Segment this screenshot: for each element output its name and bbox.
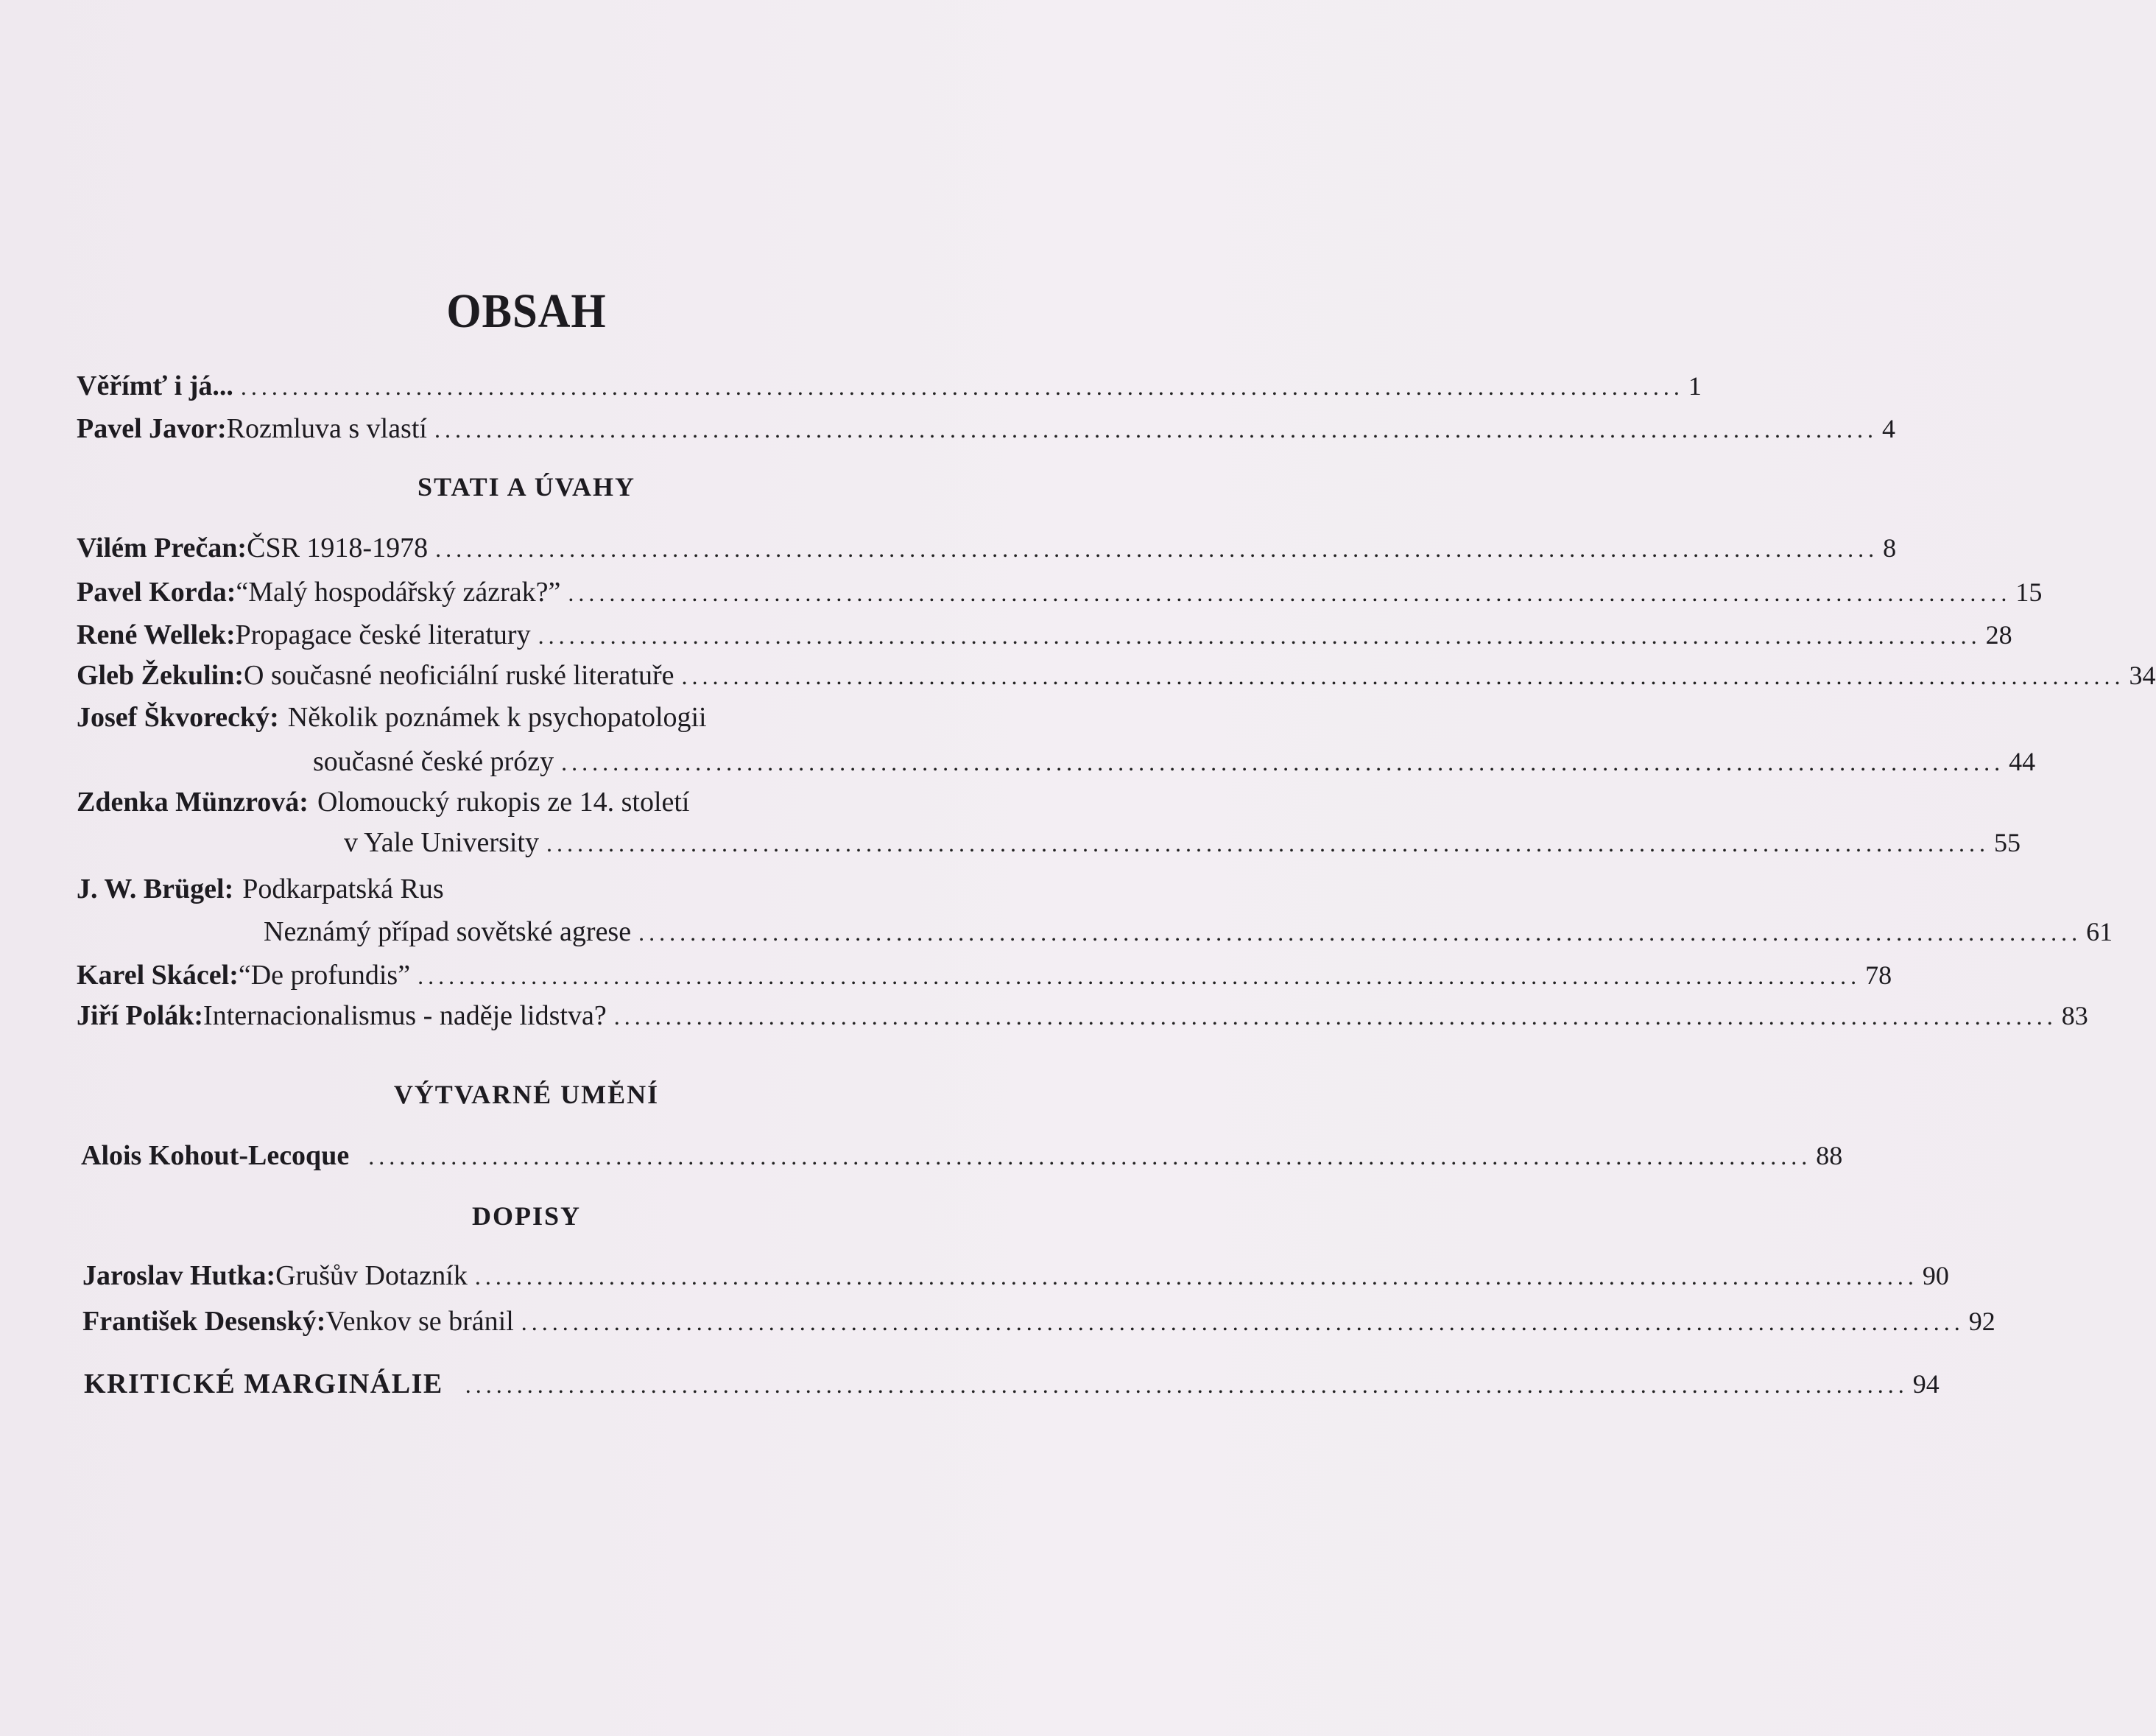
leader-dots: ............................................................................................................................................ bbox=[613, 1003, 2057, 1030]
toc-entry[interactable] bbox=[82, 1306, 1995, 1337]
toc-entry-continuation[interactable] bbox=[344, 827, 2021, 858]
leader-dots: ............................................................................................................................................ bbox=[418, 963, 1861, 989]
toc-entry-continuation[interactable] bbox=[313, 746, 2036, 777]
toc-title-line2: Neznámý případ sovětské agrese bbox=[264, 916, 632, 947]
toc-title-line2: současné české prózy bbox=[313, 746, 554, 777]
toc-entry[interactable] bbox=[77, 370, 1702, 401]
toc-entry[interactable] bbox=[77, 577, 2043, 608]
toc-author: Věřímť i já... bbox=[77, 370, 233, 401]
toc-title: Rozmluva s vlastí bbox=[226, 413, 427, 444]
leader-dots: ............................................................................................................................................ bbox=[474, 1263, 1918, 1290]
toc-page-number: 92 bbox=[1968, 1307, 1995, 1336]
toc-entry[interactable] bbox=[77, 960, 1892, 991]
toc-author: KRITICKÉ MARGINÁLIE bbox=[84, 1368, 443, 1399]
toc-author: Josef Škvorecký: bbox=[77, 702, 279, 733]
toc-entry[interactable] bbox=[77, 875, 975, 903]
toc-entry[interactable] bbox=[77, 660, 2156, 691]
toc-page-number: 44 bbox=[2009, 747, 2036, 776]
toc-page-number: 78 bbox=[1865, 960, 1892, 990]
toc-page-number: 90 bbox=[1922, 1261, 1949, 1290]
toc-author: Jaroslav Hutka: bbox=[82, 1260, 276, 1291]
leader-dots: ............................................................................................................................................ bbox=[561, 749, 2005, 776]
toc-entry[interactable] bbox=[77, 788, 975, 816]
section-heading-vytvarne: VÝTVARNÉ UMĚNÍ bbox=[393, 1080, 660, 1109]
toc-title: Internacionalismus - naděje lidstva? bbox=[203, 1000, 607, 1031]
toc-author: J. W. Brügel: bbox=[77, 874, 234, 904]
leader-dots: ............................................................................................................................................ bbox=[568, 580, 2012, 606]
leader-dots: ............................................................................................................................................ bbox=[368, 1143, 1812, 1170]
toc-title-line2: v Yale University bbox=[344, 827, 539, 858]
toc-title: “Malý hospodářský zázrak?” bbox=[236, 577, 561, 608]
toc-title: ČSR 1918-1978 bbox=[247, 533, 429, 563]
toc-page-number: 1 bbox=[1688, 371, 1702, 401]
toc-page-number: 15 bbox=[2015, 577, 2043, 607]
toc-author: Vilém Prečan: bbox=[77, 533, 247, 563]
section-heading-dopisy: DOPISY bbox=[471, 1201, 582, 1231]
leader-dots: ............................................................................................................................................ bbox=[681, 663, 2125, 689]
toc-author: Jiří Polák: bbox=[77, 1000, 204, 1031]
toc-title: Venkov se bránil bbox=[325, 1306, 514, 1337]
toc-entry[interactable] bbox=[82, 1260, 1949, 1291]
toc-title: Podkarpatská Rus bbox=[242, 874, 444, 904]
toc-page-number: 34 bbox=[2129, 661, 2156, 690]
leader-dots: ............................................................................................................................................ bbox=[240, 373, 1684, 400]
toc-title: Několik poznámek k psychopatologii bbox=[287, 702, 707, 733]
toc-entry[interactable] bbox=[77, 413, 1895, 444]
toc-author: Pavel Javor: bbox=[77, 413, 227, 444]
toc-entry-continuation[interactable] bbox=[264, 916, 2113, 947]
toc-page-number: 94 bbox=[1912, 1369, 1940, 1399]
leader-dots: ............................................................................................................................................ bbox=[638, 919, 2082, 946]
toc-title: “De profundis” bbox=[238, 960, 411, 991]
toc-author: René Wellek: bbox=[77, 619, 236, 650]
toc-entry[interactable] bbox=[77, 703, 975, 731]
toc-page-number: 55 bbox=[1993, 828, 2021, 857]
toc-author: Karel Skácel: bbox=[77, 960, 239, 991]
toc-page-number: 28 bbox=[1985, 620, 2012, 650]
toc-page-number: 8 bbox=[1883, 533, 1897, 563]
leader-dots: ............................................................................................................................................ bbox=[546, 830, 1990, 857]
leader-dots: ............................................................................................................................................ bbox=[465, 1371, 1909, 1398]
toc-entry[interactable] bbox=[77, 533, 1897, 563]
toc-entry[interactable] bbox=[77, 619, 2012, 650]
toc-title: O současné neoficiální ruské literatuře bbox=[244, 660, 674, 691]
toc-page-number: 88 bbox=[1816, 1141, 1843, 1170]
toc-title: Propagace české literatury bbox=[235, 619, 531, 650]
toc-page-number: 61 bbox=[2086, 917, 2113, 946]
toc-page-number: 4 bbox=[1881, 414, 1895, 443]
page-title: OBSAH bbox=[446, 284, 607, 338]
leader-dots: ............................................................................................................................................ bbox=[434, 416, 1878, 443]
toc-entry[interactable] bbox=[81, 1140, 1843, 1171]
toc-author: František Desenský: bbox=[82, 1306, 326, 1337]
leader-dots: ............................................................................................................................................ bbox=[435, 535, 1879, 562]
toc-author: Zdenka Münzrová: bbox=[77, 787, 309, 818]
toc-entry[interactable] bbox=[77, 1000, 2088, 1031]
toc-author: Pavel Korda: bbox=[77, 577, 236, 608]
leader-dots: ............................................................................................................................................ bbox=[521, 1309, 1965, 1335]
leader-dots: ............................................................................................................................................ bbox=[538, 622, 1981, 649]
toc-page-number: 83 bbox=[2061, 1001, 2088, 1030]
toc-author: Alois Kohout-Lecoque bbox=[81, 1140, 350, 1171]
toc-entry[interactable] bbox=[84, 1368, 1940, 1399]
toc-title: Olomoucký rukopis ze 14. století bbox=[317, 787, 690, 818]
toc-title: Grušův Dotazník bbox=[275, 1260, 468, 1291]
toc-author: Gleb Žekulin: bbox=[77, 660, 244, 691]
section-heading-stati: STATI A ÚVAHY bbox=[417, 472, 636, 502]
